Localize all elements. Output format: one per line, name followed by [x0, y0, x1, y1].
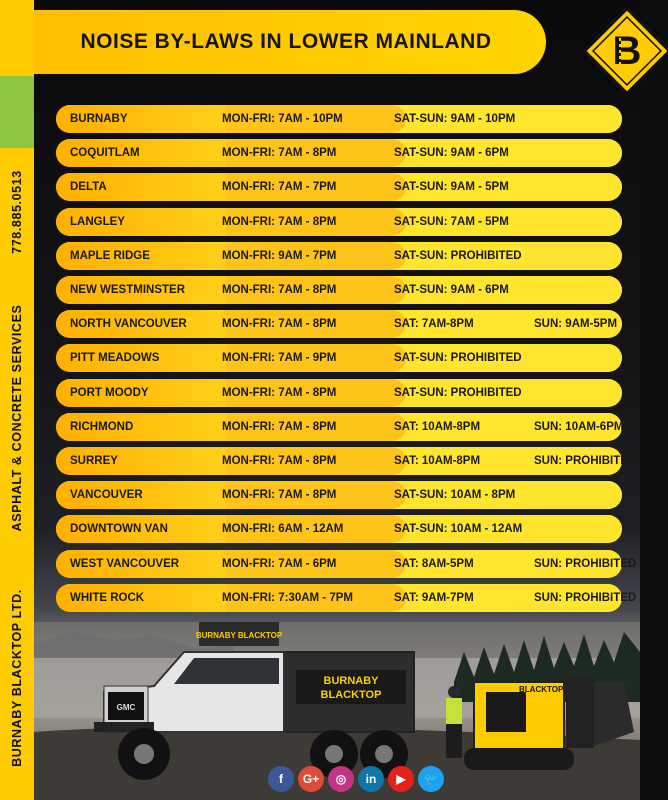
schedule-row	[56, 447, 637, 475]
weekday-hours: MON-FRI: 9AM - 7PM	[222, 249, 337, 262]
city-name: NEW WESTMINSTER	[70, 284, 185, 296]
schedule-row	[56, 413, 622, 441]
sunday-hours: SUN: PROHIBITED	[534, 591, 637, 604]
weekday-hours: MON-FRI: 7AM - 10PM	[222, 113, 343, 125]
weekend-hours: SAT-SUN: PROHIBITED	[394, 352, 522, 365]
schedule-row	[56, 276, 622, 304]
weekday-hours: MON-FRI: 7AM - 8PM	[222, 318, 337, 331]
weekday-hours: MON-FRI: 6AM - 12AM	[222, 523, 344, 536]
schedule-row	[56, 379, 622, 407]
weekend-hours: SAT-SUN: PROHIBITED	[394, 249, 522, 262]
weekend-hours: SAT: 10AM-8PM	[394, 455, 481, 467]
google-plus-icon[interactable]: G+	[298, 766, 324, 792]
schedule-row	[56, 139, 622, 167]
schedule-row	[56, 515, 622, 543]
city-name: PITT MEADOWS	[70, 352, 160, 365]
logo-letter: B	[612, 29, 642, 73]
city-name: VANCOUVER	[70, 489, 143, 502]
city-name: NORTH VANCOUVER	[70, 318, 187, 331]
weekend-hours: SAT-SUN: 7AM - 5PM	[394, 215, 509, 228]
sunday-hours: SUN: PROHIBITED	[534, 557, 637, 570]
weekday-hours: MON-FRI: 7AM - 8PM	[222, 455, 337, 467]
city-name: PORT MOODY	[70, 386, 149, 399]
truck-badge: GMC	[116, 703, 136, 712]
company-name: BURNABY BLACKTOP LTD.	[10, 589, 24, 767]
youtube-icon[interactable]: ▶	[388, 766, 414, 792]
city-name: DELTA	[70, 181, 107, 194]
city-name: COQUITLAM	[70, 147, 140, 160]
title-banner	[34, 10, 546, 74]
linkedin-icon[interactable]: in	[358, 766, 384, 792]
weekday-hours: MON-FRI: 7AM - 9PM	[222, 352, 337, 365]
city-name: DOWNTOWN VAN	[70, 523, 168, 536]
main-panel	[34, 0, 640, 800]
weekday-hours: MON-FRI: 7:30AM - 7PM	[222, 591, 353, 604]
weekend-hours: SAT: 8AM-5PM	[394, 557, 474, 570]
city-name: SURREY	[70, 455, 118, 467]
weekend-hours: SAT: 7AM-8PM	[394, 318, 474, 331]
weekend-hours: SAT-SUN: 10AM - 8PM	[394, 489, 516, 502]
city-name: WHITE ROCK	[70, 591, 145, 604]
phone-number[interactable]: 778.885.0513	[10, 170, 24, 254]
weekend-hours: SAT: 9AM-7PM	[394, 591, 474, 604]
svg-text:BURNABY: BURNABY	[323, 675, 379, 687]
weekend-hours: SAT-SUN: 9AM - 10PM	[394, 113, 516, 125]
weekday-hours: MON-FRI: 7AM - 8PM	[222, 420, 337, 433]
weekday-hours: MON-FRI: 7AM - 6PM	[222, 557, 337, 570]
svg-text:BLACKTOP: BLACKTOP	[320, 689, 382, 701]
schedule-row	[56, 105, 622, 133]
weekend-hours: SAT-SUN: 10AM - 12AM	[394, 523, 523, 536]
schedule-row	[56, 208, 622, 236]
page-title: NOISE BY-LAWS IN LOWER MAINLAND	[80, 30, 492, 53]
sidebar	[0, 0, 34, 800]
social-links	[268, 766, 484, 792]
schedule-row	[56, 344, 622, 372]
city-name: WEST VANCOUVER	[70, 557, 180, 570]
schedule-row	[56, 310, 622, 338]
burnaby-blacktop-logo-icon	[586, 10, 668, 92]
schedule-row	[56, 550, 637, 578]
weekend-hours: SAT: 10AM-8PM	[394, 420, 481, 433]
weekday-hours: MON-FRI: 7AM - 8PM	[222, 489, 337, 502]
svg-text:BLACKTOP: BLACKTOP	[519, 685, 564, 694]
services-label: ASPHALT & CONCRETE SERVICES	[10, 304, 24, 532]
weekday-hours: MON-FRI: 7AM - 8PM	[222, 284, 337, 296]
sunday-hours: SUN: PROHIBITED	[534, 455, 637, 467]
city-name: MAPLE RIDGE	[70, 249, 150, 262]
schedule-row	[56, 242, 622, 270]
schedule-row	[56, 584, 637, 612]
weekend-hours: SAT-SUN: 9AM - 6PM	[394, 284, 509, 296]
facebook-icon[interactable]: f	[268, 766, 294, 792]
weekday-hours: MON-FRI: 7AM - 8PM	[222, 215, 337, 228]
instagram-icon[interactable]: ◎	[328, 766, 354, 792]
sunday-hours: SUN: 9AM-5PM	[534, 318, 618, 331]
weekday-hours: MON-FRI: 7AM - 8PM	[222, 386, 337, 399]
city-name: RICHMOND	[70, 420, 134, 433]
schedule-row	[56, 173, 622, 201]
weekend-hours: SAT-SUN: PROHIBITED	[394, 386, 522, 399]
weekend-hours: SAT-SUN: 9AM - 5PM	[394, 181, 509, 194]
twitter-icon[interactable]: 🐦	[418, 766, 444, 792]
weekend-hours: SAT-SUN: 9AM - 6PM	[394, 147, 509, 160]
weekday-hours: MON-FRI: 7AM - 7PM	[222, 181, 337, 194]
sunday-hours: SUN: 10AM-6PM	[534, 420, 624, 433]
city-name: LANGLEY	[70, 215, 125, 228]
svg-text:BURNABY BLACKTOP: BURNABY BLACKTOP	[195, 631, 283, 640]
sidebar-accent	[0, 76, 34, 148]
city-name: BURNABY	[70, 113, 128, 125]
schedule-row	[56, 481, 622, 509]
weekday-hours: MON-FRI: 7AM - 8PM	[222, 147, 337, 160]
